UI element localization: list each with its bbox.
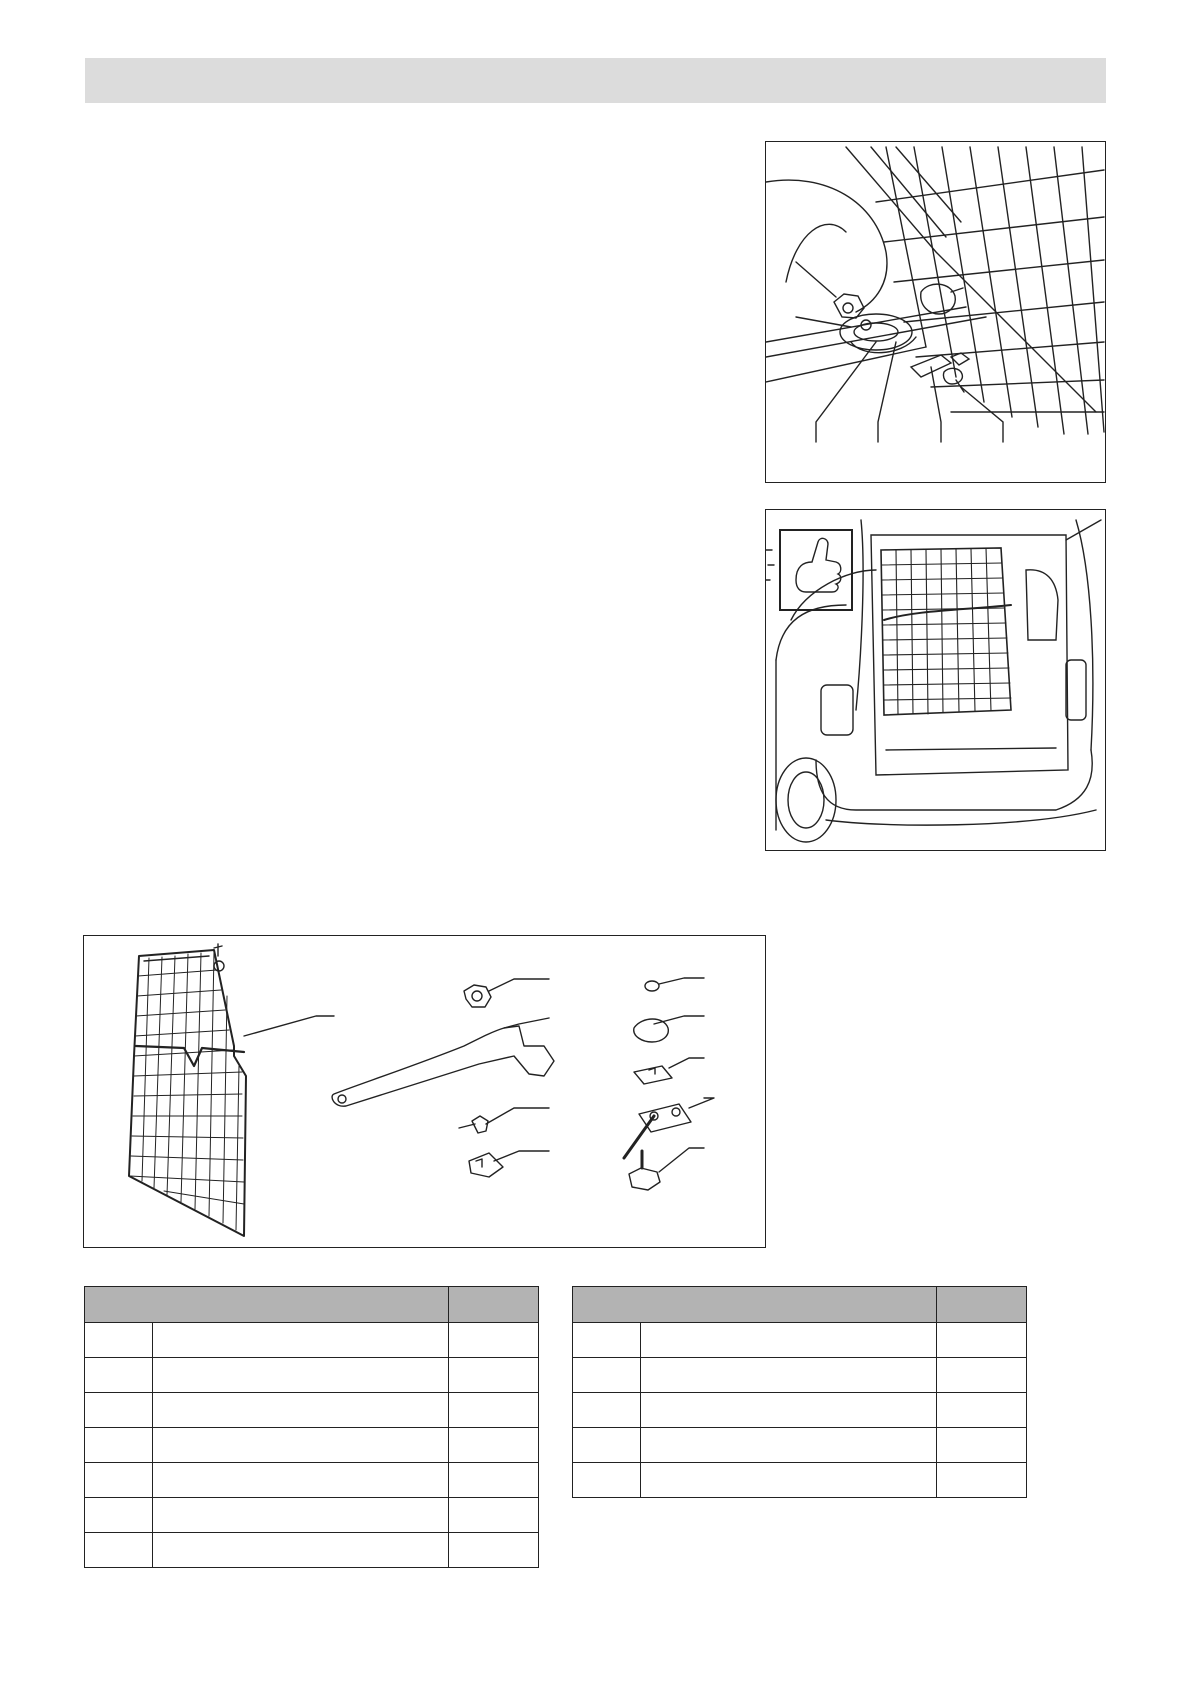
cell-number — [573, 1393, 641, 1428]
cell-quantity — [449, 1393, 539, 1428]
cell-description — [641, 1358, 937, 1393]
cell-description — [153, 1393, 449, 1428]
table-header-row — [85, 1287, 539, 1323]
cell-quantity — [937, 1358, 1027, 1393]
cell-number — [573, 1428, 641, 1463]
cell-description — [641, 1463, 937, 1498]
figure-mounting-detail — [765, 141, 1106, 483]
cell-number — [85, 1428, 153, 1463]
cell-description — [641, 1393, 937, 1428]
table-row — [85, 1428, 539, 1463]
parts-table-right — [572, 1286, 1027, 1498]
table-row — [573, 1323, 1027, 1358]
floor-anchor-illustration — [766, 142, 1106, 483]
table-row — [573, 1428, 1027, 1463]
table-row — [85, 1393, 539, 1428]
cell-quantity — [937, 1323, 1027, 1358]
cell-number — [85, 1463, 153, 1498]
cell-quantity — [937, 1393, 1027, 1428]
van-rear-illustration — [766, 510, 1106, 851]
cell-description — [641, 1323, 937, 1358]
table-row — [85, 1463, 539, 1498]
cell-quantity — [937, 1428, 1027, 1463]
cell-description — [641, 1428, 937, 1463]
table-row — [85, 1533, 539, 1568]
table-row — [85, 1498, 539, 1533]
table-row — [573, 1463, 1027, 1498]
cell-quantity — [449, 1323, 539, 1358]
cell-quantity — [449, 1498, 539, 1533]
cell-description — [153, 1463, 449, 1498]
cell-quantity — [449, 1428, 539, 1463]
column-header-description — [85, 1287, 449, 1323]
figure-parts-overview — [83, 935, 766, 1248]
cell-number — [85, 1358, 153, 1393]
cell-description — [153, 1498, 449, 1533]
cell-number — [85, 1323, 153, 1358]
cell-description — [153, 1323, 449, 1358]
cell-quantity — [449, 1463, 539, 1498]
cell-quantity — [937, 1463, 1027, 1498]
column-header-description — [573, 1287, 937, 1323]
cell-quantity — [449, 1533, 539, 1568]
table-row — [85, 1323, 539, 1358]
cell-description — [153, 1358, 449, 1393]
table-row — [573, 1358, 1027, 1393]
figure-installed-view — [765, 509, 1106, 851]
cell-description — [153, 1428, 449, 1463]
cell-number — [573, 1463, 641, 1498]
cell-number — [573, 1358, 641, 1393]
cell-number — [85, 1393, 153, 1428]
table-header-row — [573, 1287, 1027, 1323]
table-row — [85, 1358, 539, 1393]
cell-description — [153, 1533, 449, 1568]
column-header-quantity — [449, 1287, 539, 1323]
cell-quantity — [449, 1358, 539, 1393]
parts-kit-illustration — [84, 936, 766, 1248]
cell-number — [85, 1498, 153, 1533]
table-row — [573, 1393, 1027, 1428]
cell-number — [573, 1323, 641, 1358]
parts-table-left — [84, 1286, 539, 1568]
column-header-quantity — [937, 1287, 1027, 1323]
cell-number — [85, 1533, 153, 1568]
section-header-bar — [85, 58, 1106, 103]
